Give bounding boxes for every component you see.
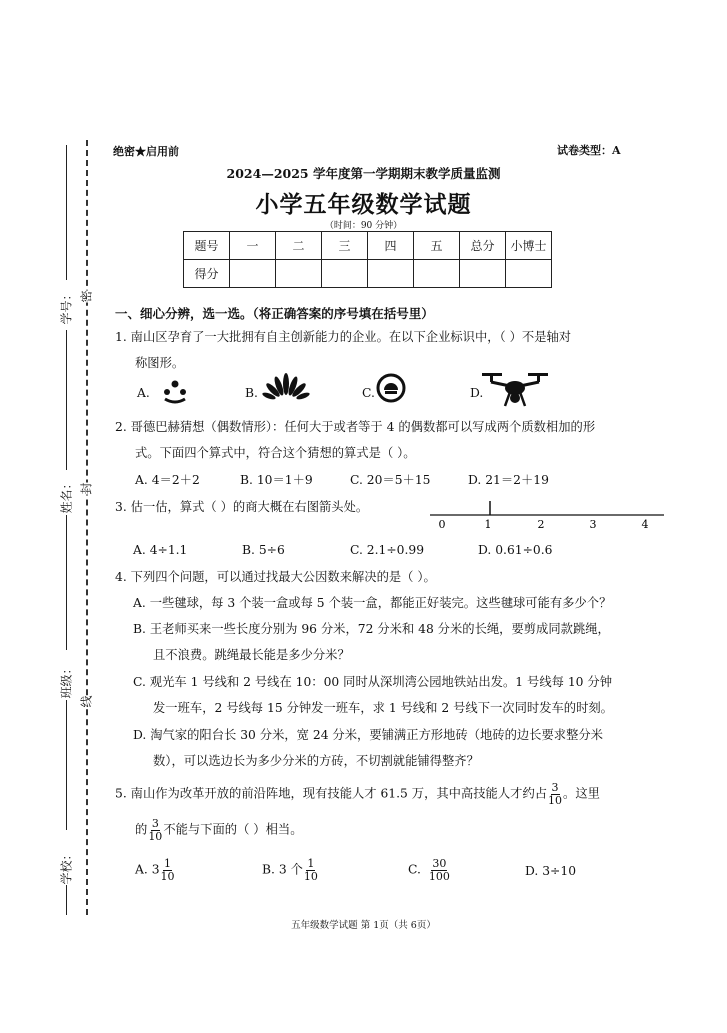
frac-numerator: 1: [164, 857, 172, 870]
section-heading: 一、细心分辨，选一选。（将正确答案的序号填在括号里）: [115, 306, 434, 321]
seal-char-xian: 线: [79, 695, 94, 708]
q5-option-b-fraction: [304, 858, 318, 882]
frac-numerator: 30: [432, 857, 447, 870]
score-input-cell[interactable]: [230, 260, 276, 288]
q5-option-b-label: B. 3 个: [262, 862, 303, 877]
q5-line1: [115, 782, 600, 806]
q5-option-c-fraction: [429, 858, 450, 882]
q4-option-d-line2: 数），可以选边长为多少分米的方砖，不切割就能铺得整齐？: [153, 754, 479, 768]
score-cell: 小博士: [506, 232, 552, 260]
q2-option-a: A. 4＝2＋2: [135, 473, 200, 487]
exam-subtitle: 2024—2025 学年度第一学期期末教学质量监测: [226, 166, 501, 181]
exam-time: （时间：90 分钟）: [324, 221, 403, 231]
score-input-cell[interactable]: [506, 260, 552, 288]
logo-c-circle-icon: [376, 373, 406, 403]
score-cell: 三: [322, 232, 368, 260]
frac-numerator: 1: [307, 857, 315, 870]
tick-label: 1: [484, 518, 492, 531]
q5-line2-pre: 的: [135, 822, 148, 837]
seal-char-feng: 封: [79, 482, 94, 495]
q5-option-a-fraction: [161, 858, 175, 882]
score-cell: 一: [230, 232, 276, 260]
q4-option-a: A. 一些毽球，每 3 个装一盒或每 5 个装一盒，都能正好装完。这些毽球可能有多少个？: [133, 596, 612, 610]
score-input-cell[interactable]: [368, 260, 414, 288]
q2-line2: 式。下面四个算式中，符合这个猜想的算式是（ ）。: [135, 446, 416, 460]
side-rule-2: [66, 330, 67, 470]
tick-label: 0: [438, 518, 446, 531]
score-cell: 题号: [184, 232, 230, 260]
score-input-cell[interactable]: [322, 260, 368, 288]
score-table: [183, 231, 552, 288]
q1-option-a: A.: [137, 386, 150, 400]
q2-line1: 2. 哥德巴赫猜想（偶数情形）：任何大于或者等于 4 的偶数都可以写成两个质数相加的形: [115, 420, 596, 434]
q5-option-b: [262, 858, 319, 882]
q4-option-d-line1: D. 淘气家的阳台长 30 分米，宽 24 分米，要铺满正方形地砖（地砖的边长要求整分米: [133, 728, 603, 742]
fraction-three-tenths: [548, 782, 562, 806]
q5-line2-post: 不能与下面的（ ）相当。: [163, 822, 303, 837]
frac-denominator: 10: [303, 869, 318, 883]
q1-line1: 1. 南山区孕育了一大批拥有自主创新能力的企业。在以下企业标识中，（ ）不是轴对: [115, 330, 572, 344]
frac-numerator: 3: [551, 781, 559, 794]
q2-option-d: D. 21＝2＋19: [468, 473, 549, 487]
score-cell: 五: [414, 232, 460, 260]
q5-line1-tail: 。这里: [563, 786, 600, 801]
frac-denominator: 10: [148, 829, 163, 843]
label-name: 姓名：: [59, 477, 74, 514]
q3-line1: 3. 估一估，算式（ ）的商大概在右图箭头处。: [115, 500, 369, 514]
q4-option-b-line2: 且不浪费。跳绳最长能是多少分米？: [153, 648, 350, 662]
label-school: 学校：: [59, 848, 74, 885]
score-input-cell[interactable]: [460, 260, 506, 288]
q4-option-c-line2: 发一班车，2 号线每 15 分钟发一班车，求 1 号线和 2 号线下一次同时发车的时刻。: [153, 701, 613, 715]
score-table-header-row: [184, 232, 552, 260]
seal-char-mi: 密: [79, 290, 94, 303]
score-input-cell[interactable]: [276, 260, 322, 288]
label-class: 班级：: [59, 662, 74, 699]
q1-option-c: C.: [362, 386, 375, 400]
q4-option-c-line1: C. 观光车 1 号线和 2 号线在 10：00 同时从深圳湾公园地铁站出发。1 号线每 10 分钟: [133, 675, 612, 689]
q5-line2: [135, 818, 303, 842]
q3-option-a: A. 4÷1.1: [133, 543, 188, 557]
number-line: [430, 497, 666, 531]
q1-line2: 称图形。: [135, 356, 185, 370]
q5-option-a-label: A. 3: [135, 862, 160, 877]
q2-option-b: B. 10＝1＋9: [240, 473, 313, 487]
fraction-three-tenths: [148, 818, 162, 842]
score-cell: 总分: [460, 232, 506, 260]
tick-label: 3: [589, 518, 597, 531]
q3-option-c: C. 2.1÷0.99: [350, 543, 425, 557]
seal-dashed-line: [86, 140, 88, 915]
frac-denominator: 100: [428, 869, 450, 883]
score-cell: 四: [368, 232, 414, 260]
frac-denominator: 10: [160, 869, 175, 883]
side-rule-4: [66, 700, 67, 830]
q4-line1: 4. 下列四个问题，可以通过找最大公因数来解决的是（ ）。: [115, 570, 436, 584]
tick-label: 4: [641, 518, 649, 531]
side-rule-5: [66, 885, 67, 915]
q5-option-d: D. 3÷10: [525, 864, 577, 878]
page-footer: 五年级数学试题 第 1页（共 6页）: [291, 920, 436, 931]
q4-option-b-line1: B. 王老师买来一些长度分别为 96 分米，72 分米和 48 分米的长绳，要剪成同款跳绳，: [133, 622, 610, 636]
score-cell: 二: [276, 232, 322, 260]
tick-label: 2: [537, 518, 545, 531]
q5-option-a: [135, 858, 176, 882]
q1-option-b: B.: [245, 386, 258, 400]
page-title: 小学五年级数学试题: [255, 192, 472, 218]
confidential-mark: 绝密★启用前: [113, 145, 179, 158]
paper-type: 试卷类型：A: [557, 144, 621, 157]
q3-option-b: B. 5÷6: [242, 543, 285, 557]
logo-b-petal-icon: [262, 372, 310, 406]
q2-option-c: C. 20＝5＋15: [350, 473, 431, 487]
score-input-cell[interactable]: [414, 260, 460, 288]
score-table-score-row: [184, 260, 552, 288]
logo-a-icon: [160, 377, 190, 407]
q5-option-c-label: C.: [408, 862, 421, 877]
frac-denominator: 10: [548, 793, 563, 807]
q1-option-d: D.: [470, 386, 484, 400]
q5-option-c: [408, 858, 451, 882]
label-student-no: 学号：: [59, 288, 74, 325]
q5-line1-text: 5. 南山作为改革开放的前沿阵地，现有技能人才 61.5 万，其中高技能人才约占: [115, 786, 548, 801]
side-rule-3: [66, 515, 67, 650]
frac-numerator: 3: [151, 817, 159, 830]
score-row-label: 得分: [184, 260, 230, 288]
logo-d-drone-icon: [480, 370, 550, 410]
q3-option-d: D. 0.61÷0.6: [478, 543, 553, 557]
